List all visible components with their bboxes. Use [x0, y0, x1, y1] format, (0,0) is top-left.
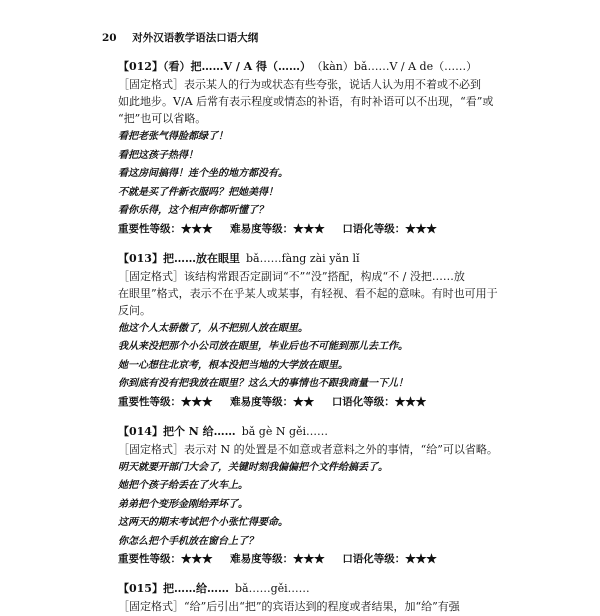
book-title: 对外汉语教学语法口语大纲 [132, 32, 259, 44]
page-number: 20 [102, 32, 117, 44]
entry-title: 把个 N 给…… [162, 424, 236, 438]
example-sentence: 她把个孩子给丢在了火车上。 [118, 480, 248, 491]
example-sentence: 我从来没把那个小公司放在眼里，毕业后也不可能到那儿去工作。 [118, 341, 408, 352]
entry-title: 把……给…… [162, 582, 229, 595]
example-sentence: 他这个人太骄傲了，从不把别人放在眼里。 [118, 322, 308, 334]
entry-015-heading [118, 580, 500, 596]
entry-012-description [118, 76, 500, 127]
entry-pinyin: bǎ……gěi…… [234, 582, 310, 595]
example-sentence: 明天就要开部门大会了，关键时刻我偏偏把个文件给搞丢了。 [118, 461, 388, 473]
example-sentence: 看这房间搞得！连个坐的地方都没有。 [118, 168, 288, 179]
entry-code: 【015】 [118, 582, 163, 595]
desc-line: 反问。 [118, 303, 151, 317]
example-sentence: 她一心想往北京考，根本没把当地的大学放在眼里。 [118, 359, 348, 371]
entry-012-heading [118, 58, 500, 74]
entry-pinyin: （kàn）bǎ……V / A de（……） [317, 60, 478, 73]
difficulty-rating: 难易度等级：★★★ [230, 553, 325, 565]
entry-013-heading [118, 250, 500, 266]
entry-title: 把……放在眼里 [162, 251, 240, 265]
entry-pinyin: bǎ gè N gěi…… [241, 424, 329, 438]
desc-line: “把”也可以省略。 [118, 112, 207, 125]
desc-line: 在眼里”格式，表示不在乎某人或某事，有轻视、看不起的意味。有时也可用于 [118, 286, 498, 300]
colloquial-rating: 口语化等级：★★★ [342, 222, 437, 235]
entry-014-ratings [118, 551, 500, 568]
entry-code: 【012】 [118, 60, 163, 73]
entry-code: 【013】 [118, 251, 163, 265]
entry-pinyin: bǎ……fàng zài yǎn lǐ [245, 251, 360, 265]
entry-014-description [118, 441, 500, 458]
colloquial-rating: 口语化等级：★★★ [331, 395, 427, 408]
example-sentence: 弟弟把个变形金刚给弄坏了。 [118, 498, 248, 510]
entry-013-description [118, 268, 500, 319]
example-sentence: 你怎么把个手机放在窗台上了？ [118, 535, 258, 547]
importance-rating: 重要性等级：★★★ [118, 222, 213, 235]
example-sentence: 不就是买了件新衣服吗？把她美得！ [118, 186, 278, 198]
importance-rating: 重要性等级：★★★ [118, 553, 213, 565]
difficulty-rating: 难易度等级：★★ [230, 395, 315, 408]
desc-line: 如此地步。V/A 后常有表示程度或情态的补语，有时补语可以不出现，“看”或 [118, 95, 494, 108]
desc-line: ［固定格式］表示某人的行为或状态有些夸张，说话人认为用不着或不必到 [118, 78, 481, 91]
entry-013-ratings [118, 394, 500, 411]
entry-code: 【014】 [118, 424, 163, 438]
example-sentence: 看你乐得，这个相声你都听懂了？ [118, 205, 268, 216]
example-sentence: 看把这孩子热得！ [118, 149, 198, 161]
example-sentence: 看把老张气得脸都绿了！ [118, 131, 228, 142]
page-header [102, 30, 258, 45]
colloquial-rating: 口语化等级：★★★ [342, 553, 437, 565]
entry-015-description [118, 598, 500, 615]
importance-rating: 重要性等级：★★★ [118, 395, 213, 408]
entry-012-ratings [118, 221, 500, 238]
entry-014-heading [118, 423, 500, 439]
content [118, 58, 500, 616]
difficulty-rating: 难易度等级：★★★ [230, 222, 325, 235]
desc-line: ［固定格式］“给”后引出“把”的宾语达到的程度或者结果，加“给”有强 [118, 600, 460, 613]
desc-line: ［固定格式］该结构常跟否定副词“不”“没”搭配，构成“不 / 没把……放 [118, 269, 465, 283]
desc-line: ［固定格式］表示对 N 的处置是不如意或者意料之外的事情，“给”可以省略。 [118, 442, 498, 456]
example-sentence: 这两天的期末考试把个小张忙得要命。 [118, 517, 288, 528]
entry-title: （看）把……V / A 得（……） [162, 60, 312, 73]
example-sentence: 你到底有没有把我放在眼里？这么大的事情也不跟我商量一下儿！ [118, 378, 408, 389]
